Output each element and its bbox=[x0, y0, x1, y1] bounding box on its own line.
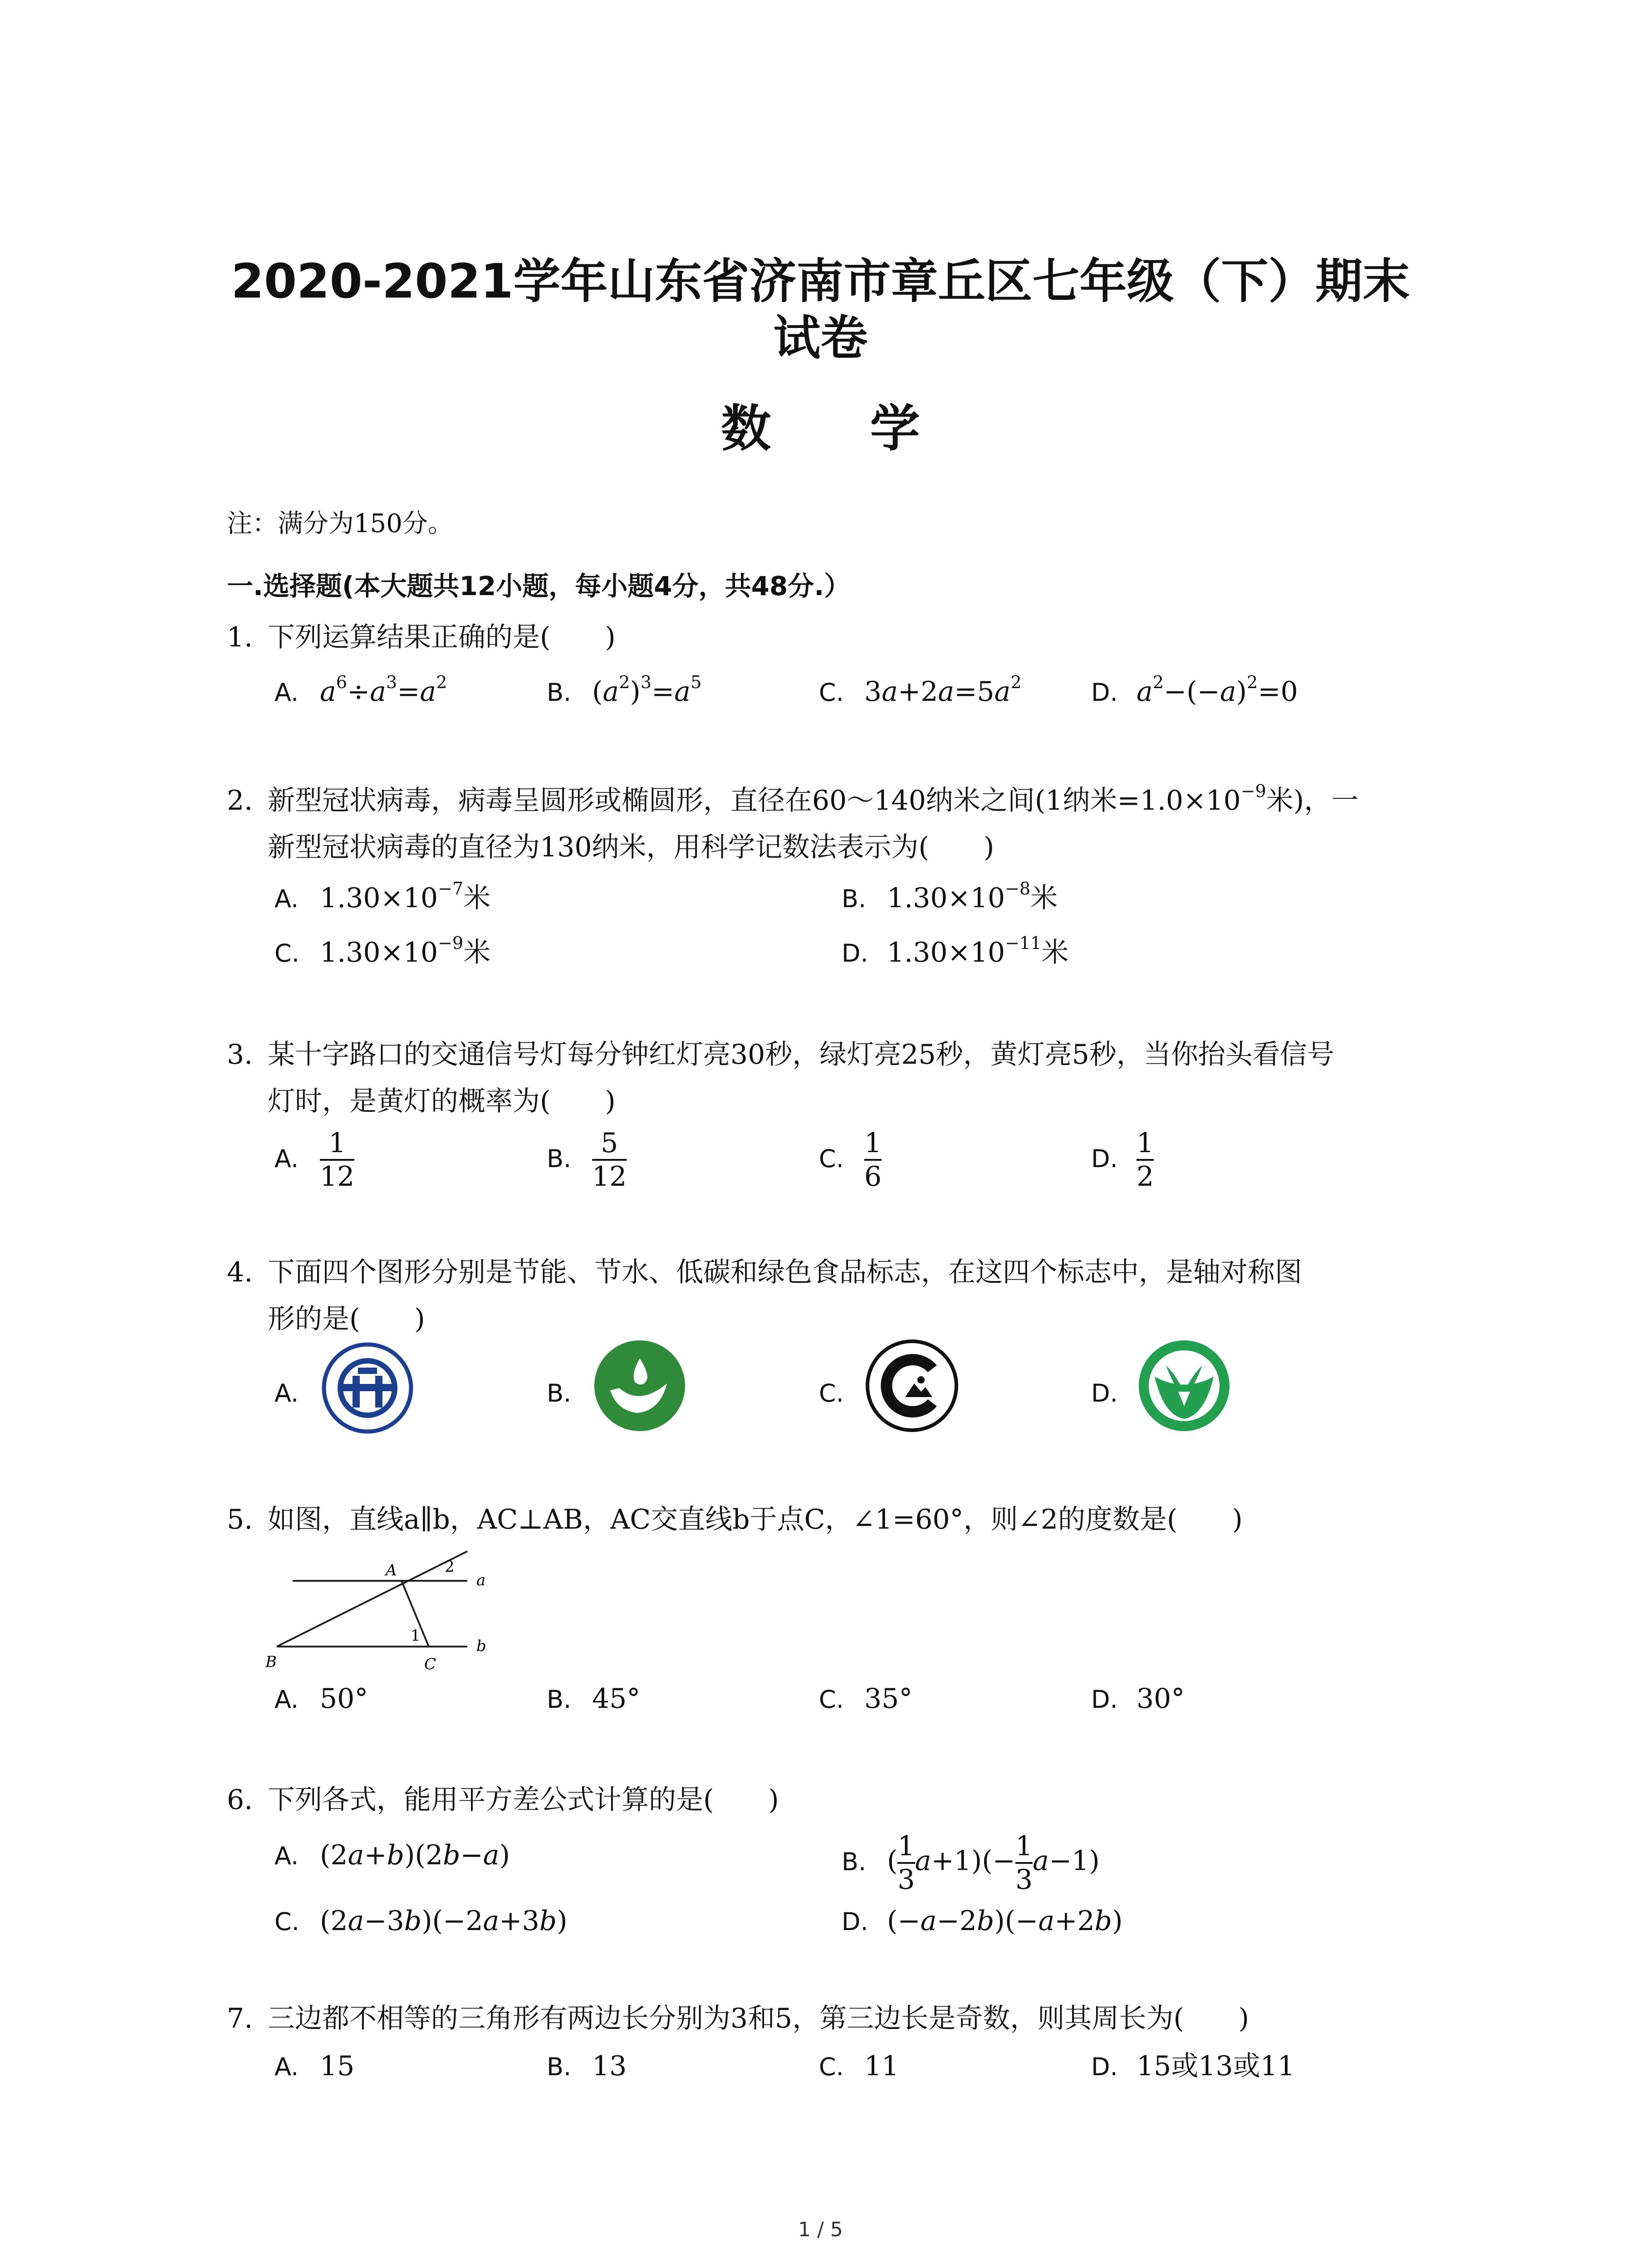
option-b[interactable]: B. $(a^2)^3=a^5$ bbox=[547, 672, 702, 708]
question-number: 4. bbox=[227, 1256, 253, 1288]
option-c[interactable]: C. $3a+2a=5a^2$ bbox=[819, 672, 1022, 708]
option-c[interactable]: C. (2a−3b)(−2a+3b) bbox=[274, 1905, 568, 1937]
option-a[interactable]: A. $1.30\times 10^{-7}$米 bbox=[274, 879, 491, 914]
question-number: 2. bbox=[227, 785, 253, 816]
exam-title: 2020-2021学年山东省济南市章丘区七年级（下）期末 bbox=[231, 254, 1410, 309]
question-7: 7. 三边都不相等的三角形有两边长分别为3和5，第三边长是奇数，则其周长为( ) bbox=[227, 1996, 1249, 2041]
option-d[interactable]: D. (−a−2b)(−a+2b) bbox=[842, 1905, 1123, 1937]
label-point-c: C bbox=[424, 1655, 436, 1673]
section-heading: 一.选择题(本大题共12小题，每小题4分，共48分.） bbox=[227, 571, 851, 601]
parallel-lines-figure bbox=[263, 1540, 499, 1678]
option-b[interactable]: B. 45° bbox=[547, 1683, 641, 1715]
option-c[interactable]: C. $1.30\times 10^{-9}$米 bbox=[274, 933, 491, 968]
energy-saving-logo-icon[interactable] bbox=[320, 1340, 415, 1436]
green-food-logo-icon[interactable] bbox=[1136, 1338, 1232, 1433]
question-6: 6. 下列各式，能用平方差公式计算的是( ) bbox=[227, 1777, 779, 1823]
question-number: 1. bbox=[227, 621, 253, 653]
page-number: 1 / 5 bbox=[798, 2218, 843, 2241]
option-d[interactable]: D. $a^2-(-a)^2=0$ bbox=[1091, 672, 1298, 708]
option-c[interactable]: C. bbox=[819, 1379, 844, 1408]
option-d[interactable]: D. 15或13或11 bbox=[1091, 2050, 1295, 2082]
question-1 bbox=[227, 615, 616, 660]
question-number: 5. bbox=[227, 1504, 253, 1535]
label-line-a: a bbox=[476, 1571, 486, 1589]
question-2: 2. 新型冠状病毒，病毒呈圆形或椭圆形，直径在60～140纳米之间(1纳米$=1.0\times 10^{-9}$米)，一 bbox=[227, 778, 1358, 823]
label-angle-1: 1 bbox=[411, 1627, 421, 1645]
water-saving-logo-icon[interactable] bbox=[592, 1338, 687, 1433]
label-point-b: B bbox=[265, 1653, 277, 1671]
option-b[interactable]: B. $\frac{5}{12}$ bbox=[547, 1127, 627, 1193]
question-number: 7. bbox=[227, 2003, 253, 2034]
option-d[interactable]: D. bbox=[1091, 1379, 1118, 1408]
option-c[interactable]: C. 35° bbox=[819, 1683, 913, 1715]
label-line-b: b bbox=[476, 1637, 486, 1655]
question-4: 4. 下面四个图形分别是节能、节水、低碳和绿色食品标志，在这四个标志中，是轴对称图 bbox=[227, 1250, 1302, 1295]
label-angle-2: 2 bbox=[445, 1558, 455, 1576]
exam-title-continued: 试卷 bbox=[773, 310, 868, 366]
subject-title: 数 学 bbox=[721, 400, 961, 458]
question-text: 下列运算结果正确的是( ) bbox=[268, 621, 616, 653]
option-c[interactable]: C. 11 bbox=[819, 2050, 899, 2082]
option-b[interactable]: B. $1.30\times 10^{-8}$米 bbox=[842, 879, 1058, 914]
option-b[interactable]: B. bbox=[547, 1379, 572, 1408]
option-a[interactable]: A. bbox=[274, 1379, 299, 1408]
option-c[interactable]: C. $\frac{1}{6}$ bbox=[819, 1127, 882, 1193]
option-a[interactable]: A. 50° bbox=[274, 1683, 368, 1715]
question-number: 3. bbox=[227, 1039, 253, 1070]
question-5: 5. 如图，直线a∥b，AC⊥AB，AC交直线b于点C，∠1=60°，则∠2的度数是( ) bbox=[227, 1497, 1243, 1542]
option-d[interactable]: D. $\frac{1}{2}$ bbox=[1091, 1127, 1154, 1193]
option-a[interactable]: A. (2a+b)(2b−a) bbox=[274, 1839, 510, 1871]
label-point-a: A bbox=[386, 1561, 397, 1579]
option-a[interactable]: A. $a^6\div a^3=a^2$ bbox=[274, 672, 447, 708]
option-d[interactable]: D. $1.30\times 10^{-11}$米 bbox=[842, 933, 1069, 968]
score-note: 注：满分为150分。 bbox=[227, 509, 453, 538]
question-number: 6. bbox=[227, 1784, 253, 1816]
option-d[interactable]: D. 30° bbox=[1091, 1683, 1185, 1715]
question-3-continued: 灯时，是黄灯的概率为( ) bbox=[268, 1085, 616, 1117]
option-a[interactable]: A. 15 bbox=[274, 2050, 355, 2082]
low-carbon-logo-icon[interactable] bbox=[864, 1338, 960, 1433]
line-ab bbox=[277, 1551, 467, 1647]
question-2-continued: 新型冠状病毒的直径为130纳米，用科学记数法表示为( ) bbox=[268, 831, 994, 863]
question-4-continued: 形的是( ) bbox=[268, 1303, 425, 1335]
option-b[interactable]: B. ( $\frac{1}{3}$ a+1)(− $\frac{1}{3}$ a−1) bbox=[842, 1830, 1100, 1896]
option-b[interactable]: B. 13 bbox=[547, 2050, 627, 2082]
question-3: 3. 某十字路口的交通信号灯每分钟红灯亮30秒，绿灯亮25秒，黄灯亮5秒，当你抬头看信号 bbox=[227, 1032, 1334, 1077]
option-a[interactable]: A. $\frac{1}{12}$ bbox=[274, 1127, 355, 1193]
